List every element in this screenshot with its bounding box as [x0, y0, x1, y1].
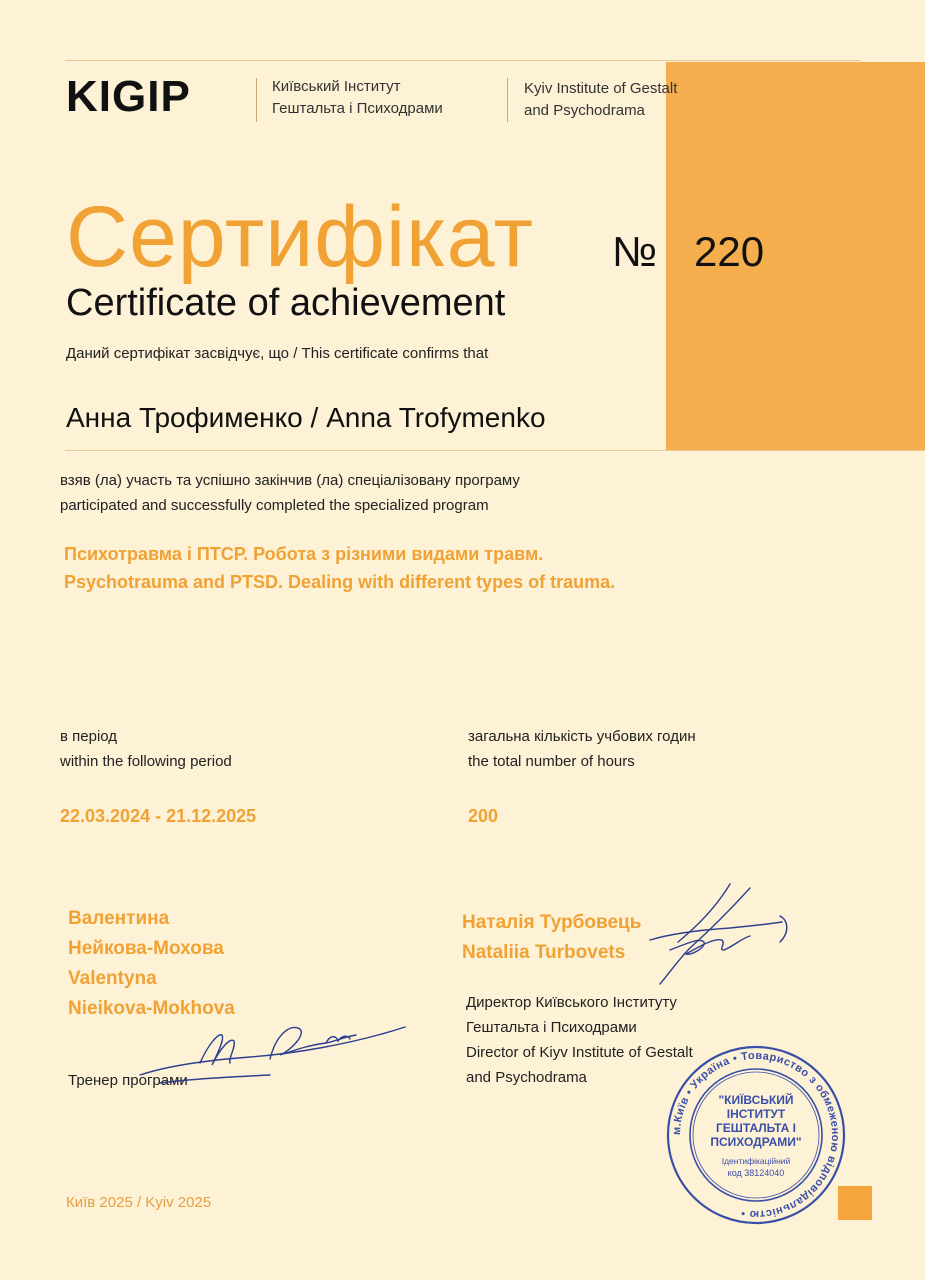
director-role — [466, 990, 693, 1090]
org-name-ua-line1: Київський Інститут — [272, 78, 401, 95]
trainer-name-ua-line2: Нейкова-Мохова — [68, 938, 224, 959]
director-name-ua: Наталія Турбовець — [462, 912, 642, 933]
footer-place-year: Київ 2025 / Kyiv 2025 — [66, 1194, 212, 1211]
corner-accent-square — [838, 1186, 872, 1220]
logo-separator — [256, 78, 257, 122]
participation-text-ua: взяв (ла) участь та успішно закінчив (ла) спеціалізовану програму — [60, 472, 520, 489]
seal-id-code: код 38124040 — [727, 1168, 785, 1178]
program-title-ua: Психотравма і ПТСР. Робота з різними видами травм. — [64, 544, 544, 564]
certificate-title-en: Certificate of achievement — [66, 282, 506, 324]
kigip-logo: KIGIP — [66, 72, 191, 121]
program-title — [64, 540, 615, 596]
director-role-en-line2: and Psychodrama — [466, 1069, 587, 1086]
recipient-name: Анна Трофименко / Anna Trofymenko — [66, 402, 546, 433]
seal-ring-text: м.Київ • Україна • Товариство з обмеженою відповідальністю • — [670, 1049, 842, 1221]
org-name-en — [524, 78, 677, 122]
period-label-ua: в період — [60, 728, 118, 745]
seal-center-line2: ІНСТИТУТ — [726, 1107, 786, 1121]
period-label-en: within the following period — [60, 753, 232, 770]
middle-divider — [65, 450, 925, 451]
org-separator — [507, 78, 508, 122]
period-value: 22.03.2024 - 21.12.2025 — [60, 806, 257, 826]
confirms-text: Даний сертифікат засвідчує, що / This certificate confirms that — [66, 345, 489, 362]
period-label — [60, 724, 232, 774]
trainer-name-ua-line1: Валентина — [68, 908, 170, 929]
trainer-signature — [130, 1005, 410, 1095]
trainer-name-en-line2: Nieikova-Mokhova — [68, 998, 235, 1019]
certificate-number: 220 — [694, 228, 765, 275]
participation-text-en: participated and successfully completed the specialized program — [60, 497, 489, 514]
org-name-ua-line2: Гештальта і Психодрами — [272, 100, 443, 117]
seal-center-line4: ПСИХОДРАМИ" — [710, 1135, 802, 1149]
hours-value: 200 — [468, 806, 499, 826]
seal-id-label: Ідентифікаційний — [721, 1156, 791, 1166]
program-title-en: Psychotrauma and PTSD. Dealing with different types of trauma. — [64, 572, 616, 592]
seal-center-line1: "КИЇВСЬКИЙ — [718, 1093, 794, 1107]
director-name-en: Nataliia Turbovets — [462, 942, 626, 963]
director-role-en-line1: Director of Kiyv Institute of Gestalt — [466, 1044, 693, 1061]
trainer-name-en-line1: Valentyna — [68, 968, 157, 989]
hours-label-ua: загальна кількість учбових годин — [468, 728, 696, 745]
certificate-title-ua: Сертифікат — [66, 189, 535, 285]
participation-text — [60, 468, 520, 518]
org-name-en-line2: and Psychodrama — [524, 102, 645, 119]
seal-center-line3: ГЕШТАЛЬТА І — [716, 1121, 796, 1135]
hours-label-en: the total number of hours — [468, 753, 635, 770]
hours-label — [468, 724, 696, 774]
institute-seal — [665, 1044, 847, 1226]
director-role-ua-line1: Директор Київського Інституту — [466, 994, 677, 1011]
director-role-ua-line2: Гештальта і Психодрами — [466, 1019, 637, 1036]
director-name — [462, 908, 641, 968]
trainer-role: Тренер програми — [68, 1072, 188, 1089]
top-divider — [65, 60, 860, 61]
certificate-number-sign: № — [612, 228, 658, 275]
org-name-en-line1: Kyiv Institute of Gestalt — [524, 80, 678, 97]
director-signature — [630, 880, 810, 990]
org-name-ua — [272, 76, 443, 120]
